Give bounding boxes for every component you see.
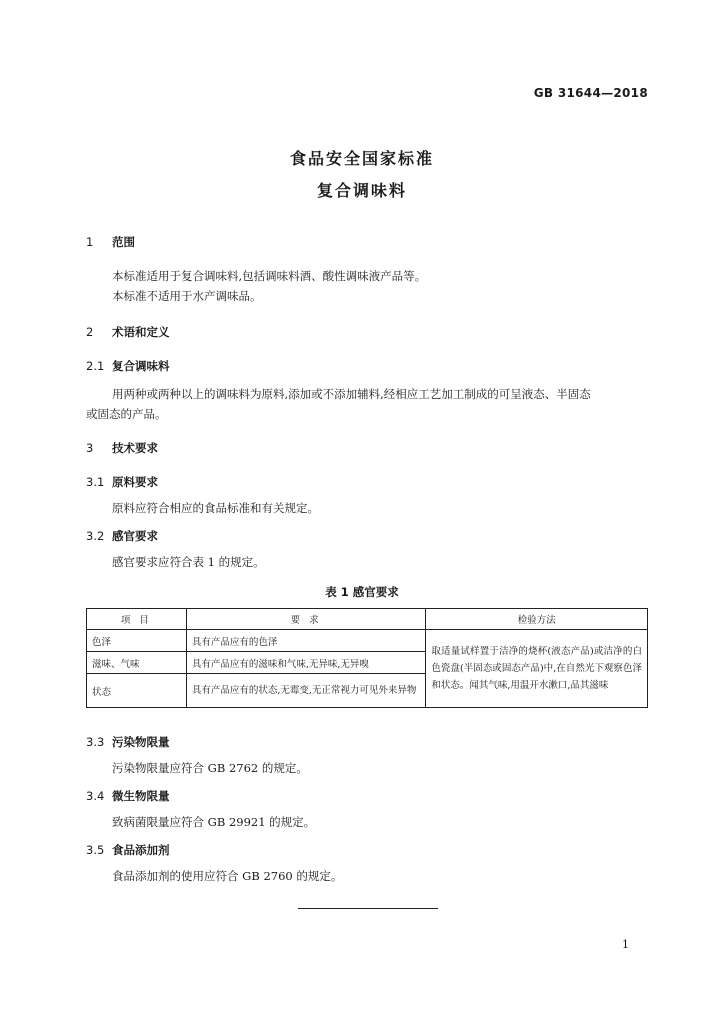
- section-number: 3: [86, 441, 94, 455]
- section-heading-3-2: [86, 528, 158, 544]
- section-title: 原料要求: [112, 475, 158, 489]
- paragraph-text: 本标准不适用于水产调味品。: [112, 289, 262, 303]
- section-heading-3: [86, 440, 158, 456]
- document-title: 食品安全国家标准: [289, 149, 434, 168]
- paragraph-text: 食品添加剂的使用应符合 GB 2760 的规定。: [112, 869, 343, 883]
- paragraph: [86, 384, 646, 404]
- table-caption: 表 1 感官要求: [325, 585, 399, 599]
- section-number: 3.4: [86, 789, 105, 803]
- section-number: 1: [86, 235, 94, 249]
- table-header-cell: 项 目: [87, 609, 187, 630]
- section-title: 术语和定义: [112, 325, 170, 339]
- section-title: 复合调味料: [112, 359, 170, 373]
- paragraph: [86, 286, 646, 306]
- table-header-cell: 要 求: [186, 609, 426, 630]
- section-title: 范围: [112, 235, 135, 249]
- paragraph: [86, 404, 646, 424]
- table-cell-item: 色泽: [87, 630, 187, 652]
- document-subtitle: 复合调味料: [316, 181, 407, 200]
- paragraph: [86, 266, 646, 286]
- table-cell-requirement: 具有产品应有的色泽: [186, 630, 426, 652]
- standard-code: GB 31644—2018: [533, 86, 648, 100]
- paragraph: [86, 758, 646, 778]
- table-cell-method: 取适量试样置于洁净的烧杯(液态产品)或洁净的白色瓷盘(半固态或固态产品)中,在自然光下观察色泽和状态。闻其气味,用温开水漱口,品其滋味: [426, 630, 648, 708]
- paragraph: [86, 866, 646, 886]
- table-cell-item: 滋味、气味: [87, 652, 187, 674]
- section-heading-1: [86, 234, 135, 250]
- table-header-row: [87, 609, 648, 630]
- section-title: 食品添加剂: [112, 843, 170, 857]
- paragraph-text: 原料应符合相应的食品标准和有关规定。: [112, 501, 319, 515]
- paragraph-text: 本标准适用于复合调味料,包括调味料酒、酸性调味液产品等。: [112, 269, 427, 283]
- table-cell-requirement: 具有产品应有的状态,无霉变,无正常视力可见外来异物: [186, 674, 426, 708]
- table-cell-item: 状态: [87, 674, 187, 708]
- section-title: 感官要求: [112, 529, 158, 543]
- paragraph: [86, 498, 646, 518]
- page-number: 1: [622, 938, 629, 951]
- section-heading-3-1: [86, 474, 158, 490]
- paragraph-text: 致病菌限量应符合 GB 29921 的规定。: [112, 815, 316, 829]
- section-title: 污染物限量: [112, 735, 170, 749]
- section-title: 微生物限量: [112, 789, 170, 803]
- section-number: 3.1: [86, 475, 105, 489]
- table-cell-requirement: 具有产品应有的滋味和气味,无异味,无异嗅: [186, 652, 426, 674]
- table-row: [87, 630, 648, 652]
- section-heading-2: [86, 324, 170, 340]
- paragraph-text: 污染物限量应符合 GB 2762 的规定。: [112, 761, 308, 775]
- sensory-requirements-table: [86, 608, 648, 708]
- section-number: 2: [86, 325, 94, 339]
- paragraph-text: 感官要求应符合表 1 的规定。: [112, 555, 265, 569]
- paragraph: [86, 812, 646, 832]
- section-heading-3-4: [86, 788, 170, 804]
- section-title: 技术要求: [112, 441, 158, 455]
- paragraph: [86, 552, 646, 572]
- section-number: 3.2: [86, 529, 105, 543]
- section-heading-3-5: [86, 842, 170, 858]
- section-number: 3.5: [86, 843, 105, 857]
- section-number: 2.1: [86, 359, 105, 373]
- paragraph-text: 或固态的产品。: [86, 407, 167, 421]
- paragraph-text: 用两种或两种以上的调味料为原料,添加或不添加辅料,经相应工艺加工制成的可呈液态、半固态: [112, 387, 591, 401]
- section-heading-2-1: [86, 358, 170, 374]
- table-header-cell: 检验方法: [426, 609, 648, 630]
- section-number: 3.3: [86, 735, 105, 749]
- end-of-document-line: [298, 908, 438, 909]
- section-heading-3-3: [86, 734, 170, 750]
